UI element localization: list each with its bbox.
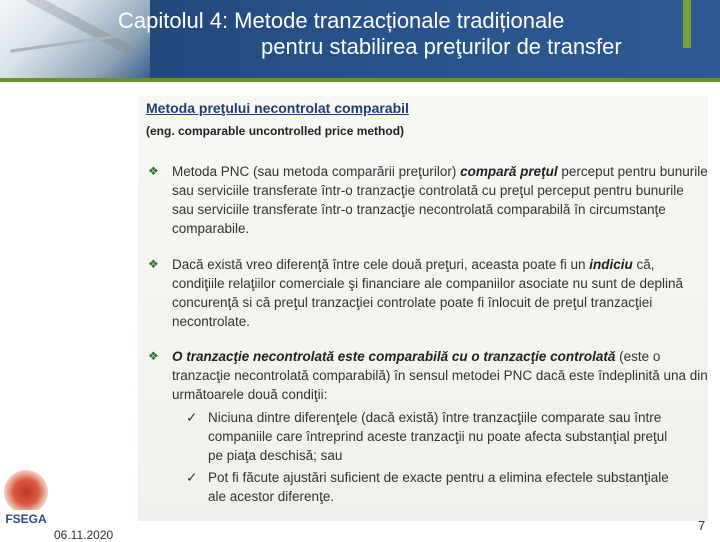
title-line-2: pentru stabilirea preţurilor de transfer: [261, 34, 622, 59]
header-banner: [0, 0, 720, 78]
footer-date: 06.11.2020: [54, 528, 114, 542]
bullet-3-emphasis: O tranzacţie necontrolată este comparabilă cu o tranzacţie controlată: [172, 349, 616, 364]
page-number: 7: [698, 518, 706, 533]
header-divider: [0, 78, 720, 82]
check-item-2: [186, 468, 686, 506]
check-icon: ✓: [186, 470, 198, 485]
bullet-2-emphasis: indiciu: [589, 257, 633, 272]
logo-text: FSEGA: [5, 512, 47, 526]
bullet-2-text-end: că, condiţiile relaţiilor comerciale şi financiare ale companiilor asociate nu sunt de deplină concurenţă si că preţul tranzacţiei controlate poate fi înlocuit de preţul tranzacţiei necontrolate.: [172, 257, 684, 329]
diamond-bullet-icon: ❖: [148, 257, 159, 271]
bullet-item-1: [148, 162, 708, 238]
pen-line: [10, 34, 119, 52]
check-item-1: [186, 408, 686, 465]
diamond-bullet-icon: ❖: [148, 349, 159, 363]
bullet-item-2: [148, 255, 708, 331]
diamond-bullet-icon: ❖: [148, 164, 159, 178]
fsega-logo: [4, 470, 48, 532]
bullet-item-3: [148, 347, 708, 404]
check-2-text: Pot fi făcute ajustări suficient de exacte pentru a elimina efectele substanţiale ale acestor diferenţe.: [208, 470, 669, 504]
slide-title: [118, 8, 710, 60]
bullet-1-text-end: perceput pentru bunurile sau serviciile transferate într-o tranzacţie controlată cu preţul perceput pentru bunurile sau serviciile transferate într-o tranzacţie necontrolată comparabilă în circumstanţe comparabile.: [172, 164, 708, 236]
bullet-2-text-start: Dacă există vreo diferenţă între cele două preţuri, aceasta poate fi un: [172, 257, 590, 272]
title-line-1: Capitolul 4: Metode tranzacționale tradiționale: [118, 8, 565, 33]
header-accent: [683, 0, 691, 48]
bullet-3-text-end: (este o tranzacţie necontrolată comparabilă) în sensul metodei PNC dacă este îndeplinită una din următoarele două condiţii:: [172, 349, 708, 402]
logo-emblem-icon: [4, 470, 48, 510]
check-icon: ✓: [186, 410, 198, 425]
check-1-text: Niciuna dintre diferenţele (dacă există) între tranzacţiile comparate sau între companiile care întreprind aceste tranzacţii nu poate afecta substanţial preţul pe piaţa deschisă; sau: [208, 410, 668, 463]
section-english-name: (eng. comparable uncontrolled price method): [146, 124, 405, 138]
bullet-1-text-start: Metoda PNC (sau metoda comparării preţurilor): [172, 164, 461, 179]
bullet-1-emphasis: compară preţul: [460, 164, 558, 179]
section-subtitle: Metoda preţului necontrolat comparabil: [146, 100, 409, 116]
